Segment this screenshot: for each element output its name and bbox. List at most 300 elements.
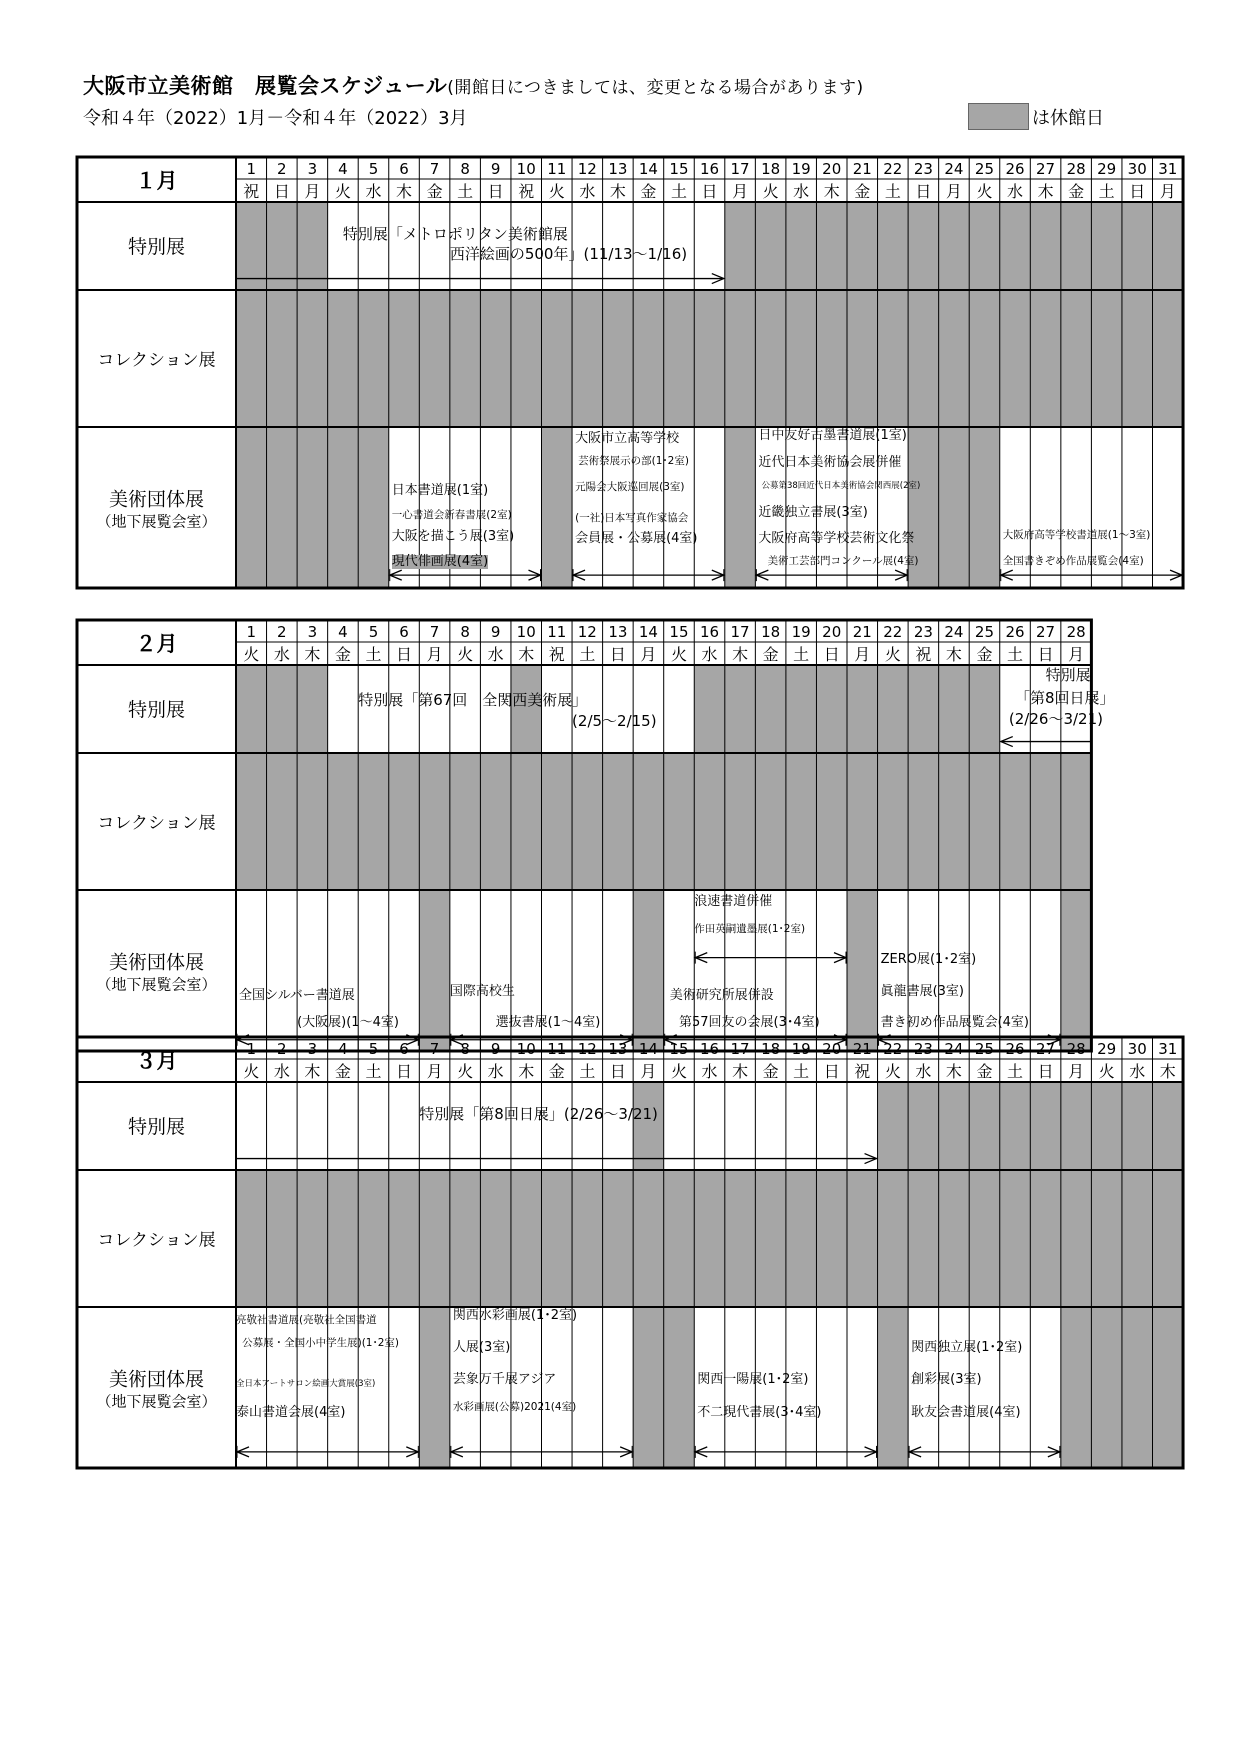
day-number: 2 bbox=[277, 623, 287, 641]
month-label: １月 bbox=[135, 169, 178, 193]
weekday-label: 木 bbox=[396, 182, 413, 201]
day-number: 5 bbox=[368, 160, 379, 178]
closed-cell bbox=[389, 1170, 420, 1307]
day-number: 6 bbox=[399, 1040, 409, 1058]
weekday-label: 水 bbox=[1007, 182, 1024, 201]
exhibition-label: 国際高校生 bbox=[449, 984, 515, 1000]
closed-cell bbox=[939, 1082, 970, 1170]
weekday-label: 月 bbox=[426, 1062, 443, 1081]
day-number: 22 bbox=[883, 160, 903, 178]
closed-cell bbox=[633, 1082, 664, 1170]
weekday-label: 火 bbox=[243, 645, 260, 664]
weekday-label: 土 bbox=[365, 645, 382, 664]
weekday-label: 月 bbox=[1068, 1062, 1085, 1081]
exhibition-label: 選抜書展(1～4室) bbox=[495, 1014, 601, 1030]
day-number: 21 bbox=[852, 160, 872, 178]
weekday-label: 月 bbox=[304, 182, 321, 201]
weekday-label: 土 bbox=[884, 182, 901, 201]
weekday-label: 日 bbox=[915, 182, 932, 201]
day-number: 30 bbox=[1127, 1040, 1147, 1058]
weekday-label: 水 bbox=[701, 1062, 718, 1081]
closed-cell bbox=[878, 1170, 909, 1307]
day-number: 13 bbox=[608, 1040, 628, 1058]
weekday-label: 金 bbox=[548, 1062, 565, 1081]
closed-cell bbox=[1153, 1170, 1184, 1307]
day-number: 10 bbox=[516, 623, 536, 641]
exhibition-label: 関西一陽展(1･2室) bbox=[697, 1372, 809, 1388]
day-number: 11 bbox=[547, 1040, 567, 1058]
closed-cell bbox=[633, 1307, 664, 1468]
day-number: 14 bbox=[638, 160, 658, 178]
weekday-label: 月 bbox=[732, 182, 749, 201]
day-number: 28 bbox=[1066, 623, 1086, 641]
day-number: 15 bbox=[669, 1040, 689, 1058]
closed-cell bbox=[1061, 1082, 1092, 1170]
exhibition-label: 会員展・公募展(4室) bbox=[575, 531, 698, 547]
page-subtitle: 令和４年（2022）1月－令和４年（2022）3月 bbox=[83, 108, 468, 129]
day-number: 23 bbox=[913, 1040, 933, 1058]
closed-cell bbox=[969, 1170, 1000, 1307]
day-number: 20 bbox=[822, 1040, 842, 1058]
title-note: (開館日につきましては、変更となる場合があります) bbox=[447, 78, 864, 98]
weekday-label: 水 bbox=[273, 645, 290, 664]
day-number: 12 bbox=[577, 1040, 597, 1058]
day-number: 21 bbox=[852, 1040, 872, 1058]
day-number: 16 bbox=[699, 623, 720, 641]
exhibition-label: 美術研究所展併設 bbox=[669, 987, 774, 1003]
closed-cell bbox=[1122, 1170, 1153, 1307]
weekday-label: 木 bbox=[518, 1062, 535, 1081]
weekday-label: 木 bbox=[1159, 1062, 1176, 1081]
day-number: 18 bbox=[761, 160, 781, 178]
weekday-label: 金 bbox=[1068, 182, 1085, 201]
weekday-label: 火 bbox=[243, 1062, 260, 1081]
closed-cell bbox=[878, 1082, 909, 1170]
exhibition-label: 特別展 bbox=[1045, 666, 1091, 684]
closed-cell bbox=[725, 1170, 756, 1307]
day-number: 26 bbox=[1005, 623, 1025, 641]
closed-cell bbox=[358, 1170, 389, 1307]
day-number: 2 bbox=[277, 160, 287, 178]
closed-cell bbox=[694, 1170, 725, 1307]
exhibition-label: 日本書道展(1室) bbox=[391, 482, 489, 498]
weekday-label: 水 bbox=[273, 1062, 290, 1081]
exhibition-label: 全国シルバー書道展 bbox=[239, 987, 355, 1003]
closed-cell bbox=[908, 1082, 939, 1170]
day-number: 19 bbox=[791, 623, 811, 641]
day-number: 27 bbox=[1036, 160, 1056, 178]
weekday-label: 土 bbox=[579, 1062, 596, 1081]
exhibition-label: 公募第38回近代日本美術協会関西展(2室) bbox=[761, 481, 921, 492]
weekday-label: 土 bbox=[1007, 645, 1024, 664]
period-arrow bbox=[237, 1154, 877, 1164]
period-arrow bbox=[909, 1446, 1060, 1458]
weekday-label: 火 bbox=[457, 1062, 474, 1081]
day-number: 15 bbox=[669, 160, 689, 178]
exhibition-label: 一心書道会新春書展(2室) bbox=[391, 508, 512, 521]
exhibition-label: 大阪市立高等学校 bbox=[575, 431, 680, 447]
exhibition-label: 全国書きぞめ作品展覧会(4室) bbox=[1002, 555, 1144, 568]
day-number: 12 bbox=[577, 160, 597, 178]
closed-cell bbox=[419, 1170, 450, 1307]
closed-cell bbox=[450, 1170, 481, 1307]
day-number: 24 bbox=[944, 160, 964, 178]
exhibition-label: (2/26～3/21) bbox=[1008, 710, 1103, 728]
day-number: 17 bbox=[730, 623, 750, 641]
weekday-label: 祝 bbox=[854, 1062, 871, 1081]
weekday-label: 土 bbox=[1098, 182, 1115, 201]
exhibition-label: 芸象万千展アジア bbox=[452, 1372, 557, 1388]
day-number: 6 bbox=[399, 623, 409, 641]
day-number: 19 bbox=[791, 160, 811, 178]
day-number: 18 bbox=[761, 1040, 781, 1058]
weekday-label: 木 bbox=[732, 1062, 749, 1081]
weekday-label: 月 bbox=[1159, 182, 1176, 201]
weekday-label: 金 bbox=[762, 645, 779, 664]
weekday-label: 火 bbox=[457, 645, 474, 664]
closed-cell bbox=[1122, 1307, 1153, 1468]
exhibition-label: (一社)日本写真作家協会 bbox=[575, 511, 689, 524]
weekday-label: 火 bbox=[670, 645, 687, 664]
weekday-label: 水 bbox=[487, 645, 504, 664]
day-number: 8 bbox=[460, 160, 470, 178]
day-number: 25 bbox=[974, 1040, 995, 1058]
day-number: 22 bbox=[883, 623, 903, 641]
exhibition-label: 作田英嗣遺墨展(1･2室) bbox=[694, 923, 806, 936]
day-number: 8 bbox=[460, 623, 470, 641]
day-number: 27 bbox=[1036, 623, 1056, 641]
closed-cell bbox=[908, 1170, 939, 1307]
weekday-label: 日 bbox=[609, 645, 626, 664]
day-number: 16 bbox=[699, 1040, 720, 1058]
day-number: 14 bbox=[638, 623, 658, 641]
weekday-label: 金 bbox=[854, 182, 871, 201]
day-number: 13 bbox=[608, 623, 628, 641]
day-number: 5 bbox=[368, 623, 379, 641]
closed-cell bbox=[1030, 1170, 1061, 1307]
closed-cell bbox=[969, 1082, 1000, 1170]
weekday-label: 木 bbox=[304, 1062, 321, 1081]
day-number: 10 bbox=[516, 1040, 536, 1058]
closed-cell bbox=[939, 1170, 970, 1307]
weekday-label: 金 bbox=[426, 182, 443, 201]
weekday-label: 日 bbox=[823, 1062, 840, 1081]
weekday-label: 水 bbox=[915, 1062, 932, 1081]
day-number: 5 bbox=[368, 1040, 379, 1058]
day-number: 17 bbox=[730, 1040, 750, 1058]
exhibition-label: 「第8回日展」 bbox=[1015, 688, 1115, 707]
closed-cell bbox=[786, 1170, 817, 1307]
closed-cell bbox=[542, 1170, 573, 1307]
weekday-label: 火 bbox=[762, 182, 779, 201]
row-label-group: 美術団体展 bbox=[108, 1368, 205, 1391]
day-number: 19 bbox=[791, 1040, 811, 1058]
exhibition-label: 耿友会書道展(4室) bbox=[911, 1404, 1021, 1420]
exhibition-label: (2/5～2/15) bbox=[572, 711, 657, 730]
weekday-label: 日 bbox=[396, 1062, 413, 1081]
closed-cell bbox=[1030, 1082, 1061, 1170]
closed-cell bbox=[1091, 1082, 1122, 1170]
day-number: 26 bbox=[1005, 160, 1025, 178]
weekday-label: 土 bbox=[365, 1062, 382, 1081]
day-number: 2 bbox=[277, 1040, 287, 1058]
day-number: 11 bbox=[547, 623, 567, 641]
weekday-label: 日 bbox=[823, 645, 840, 664]
weekday-label: 日 bbox=[1129, 182, 1146, 201]
closed-cell bbox=[480, 1170, 511, 1307]
day-number: 25 bbox=[974, 623, 995, 641]
closed-cell bbox=[1061, 1307, 1092, 1468]
day-number: 29 bbox=[1097, 1040, 1117, 1058]
weekday-label: 火 bbox=[884, 1062, 901, 1081]
exhibition-label: 美術工芸部門コンクール展(4室) bbox=[767, 555, 919, 568]
weekday-label: 日 bbox=[1037, 645, 1054, 664]
month-label: ３月 bbox=[135, 1049, 178, 1073]
exhibition-label: 特別展「メトロポリタン美術館展 bbox=[342, 225, 568, 243]
weekday-label: 火 bbox=[670, 1062, 687, 1081]
day-number: 27 bbox=[1036, 1040, 1056, 1058]
day-number: 23 bbox=[913, 623, 933, 641]
month-label: ２月 bbox=[135, 632, 178, 656]
weekday-label: 水 bbox=[701, 645, 718, 664]
weekday-label: 月 bbox=[854, 645, 871, 664]
day-number: 1 bbox=[246, 160, 257, 178]
exhibition-label: 現代俳画展(4室) bbox=[391, 553, 489, 569]
weekday-label: 水 bbox=[1129, 1062, 1146, 1081]
day-number: 31 bbox=[1158, 1040, 1178, 1058]
day-number: 24 bbox=[944, 623, 964, 641]
exhibition-label: 関西独立展(1･2室) bbox=[911, 1340, 1023, 1356]
exhibition-label: 公募展・全国小中学生展)(1･2室) bbox=[242, 1336, 400, 1349]
exhibition-label: 特別展「第8回日展」(2/26～3/21) bbox=[419, 1105, 658, 1123]
exhibition-label: 大阪を描こう展(3室) bbox=[391, 529, 515, 545]
weekday-label: 火 bbox=[548, 182, 565, 201]
closed-cell bbox=[1153, 1307, 1184, 1468]
weekday-label: 火 bbox=[1098, 1062, 1115, 1081]
closed-cell bbox=[878, 1307, 909, 1468]
day-number: 18 bbox=[761, 623, 781, 641]
closed-cell bbox=[755, 1170, 786, 1307]
day-number: 15 bbox=[669, 623, 689, 641]
closed-cell bbox=[267, 1170, 298, 1307]
closed-cell bbox=[328, 1170, 359, 1307]
weekday-label: 日 bbox=[396, 645, 413, 664]
weekday-label: 土 bbox=[457, 182, 474, 201]
day-number: 10 bbox=[516, 160, 536, 178]
weekday-label: 祝 bbox=[548, 645, 565, 664]
weekday-label: 木 bbox=[1037, 182, 1054, 201]
weekday-label: 金 bbox=[640, 182, 657, 201]
weekday-label: 水 bbox=[793, 182, 810, 201]
exhibition-label: 眞龍書展(3室) bbox=[880, 984, 965, 1000]
day-number: 3 bbox=[307, 623, 318, 641]
day-number: 3 bbox=[307, 1040, 318, 1058]
weekday-label: 祝 bbox=[915, 645, 932, 664]
exhibition-label: 特別展「第67回 全関西美術展」 bbox=[358, 690, 588, 709]
row-label-collection: コレクション展 bbox=[97, 1230, 216, 1251]
exhibition-label: 関西水彩画展(1･2室) bbox=[452, 1308, 578, 1323]
day-number: 13 bbox=[608, 160, 628, 178]
weekday-label: 金 bbox=[976, 1062, 993, 1081]
row-label-special: 特別展 bbox=[127, 236, 186, 258]
exhibition-label: 大阪府高等学校書道展(1～3室) bbox=[1002, 529, 1151, 542]
day-number: 28 bbox=[1066, 1040, 1086, 1058]
weekday-label: 水 bbox=[579, 182, 596, 201]
weekday-label: 日 bbox=[1037, 1062, 1054, 1081]
closed-cell bbox=[664, 1307, 695, 1468]
weekday-label: 日 bbox=[487, 182, 504, 201]
exhibition-label: 大阪府高等学校芸術文化祭 bbox=[758, 531, 915, 547]
row-label-special: 特別展 bbox=[127, 699, 186, 721]
exhibition-label: (大阪展)(1～4室) bbox=[297, 1014, 399, 1030]
exhibition-label: 浪速書道併催 bbox=[694, 894, 773, 910]
day-number: 22 bbox=[883, 1040, 903, 1058]
closed-cell bbox=[1122, 1082, 1153, 1170]
day-number: 21 bbox=[852, 623, 872, 641]
day-number: 4 bbox=[338, 160, 348, 178]
exhibition-label: 第57回友の会展(3･4室) bbox=[678, 1014, 820, 1030]
weekday-label: 日 bbox=[609, 1062, 626, 1081]
day-number: 9 bbox=[490, 623, 501, 641]
closed-cell bbox=[603, 1170, 634, 1307]
closed-cell bbox=[664, 1170, 695, 1307]
exhibition-label: 人展(3室) bbox=[452, 1340, 511, 1356]
day-number: 24 bbox=[944, 1040, 964, 1058]
row-label-group-sub: （地下展覧会室） bbox=[96, 975, 217, 994]
weekday-label: 月 bbox=[426, 645, 443, 664]
day-number: 6 bbox=[399, 160, 409, 178]
exhibition-label: 創彩展(3室) bbox=[911, 1372, 982, 1388]
day-number: 29 bbox=[1097, 160, 1117, 178]
day-number: 7 bbox=[429, 160, 440, 178]
row-label-special: 特別展 bbox=[127, 1116, 186, 1138]
closed-cell bbox=[1091, 1170, 1122, 1307]
weekday-label: 水 bbox=[365, 182, 382, 201]
weekday-label: 金 bbox=[334, 1062, 351, 1081]
day-number: 1 bbox=[246, 623, 257, 641]
day-number: 7 bbox=[429, 1040, 440, 1058]
weekday-label: 金 bbox=[976, 645, 993, 664]
weekday-label: 日 bbox=[701, 182, 718, 201]
weekday-label: 木 bbox=[732, 645, 749, 664]
day-number: 30 bbox=[1127, 160, 1147, 178]
closed-cell bbox=[236, 1170, 267, 1307]
closed-cell bbox=[419, 1307, 450, 1468]
day-number: 8 bbox=[460, 1040, 470, 1058]
weekday-label: 土 bbox=[579, 645, 596, 664]
weekday-label: 月 bbox=[945, 182, 962, 201]
closed-cell bbox=[816, 1170, 847, 1307]
legend-label: は休館日 bbox=[1032, 108, 1104, 129]
weekday-label: 木 bbox=[945, 645, 962, 664]
title-main: 大阪市立美術館 展覧会スケジュール bbox=[83, 74, 448, 98]
closed-cell bbox=[297, 1170, 328, 1307]
weekday-label: 火 bbox=[884, 645, 901, 664]
closed-cell bbox=[1000, 1170, 1031, 1307]
exhibition-label: 近畿独立書展(3室) bbox=[758, 505, 868, 521]
day-number: 12 bbox=[577, 623, 597, 641]
closed-cell bbox=[1061, 1170, 1092, 1307]
exhibition-label: 泰山書道会展(4室) bbox=[236, 1404, 346, 1420]
exhibition-label: 全日本アートサロン絵画大賞展(3室) bbox=[236, 1378, 376, 1389]
day-number: 16 bbox=[699, 160, 720, 178]
day-number: 20 bbox=[822, 623, 842, 641]
weekday-label: 木 bbox=[518, 645, 535, 664]
day-number: 9 bbox=[490, 1040, 501, 1058]
day-number: 17 bbox=[730, 160, 750, 178]
row-label-group: 美術団体展 bbox=[108, 951, 205, 974]
day-number: 31 bbox=[1158, 160, 1178, 178]
closed-cell bbox=[1153, 1082, 1184, 1170]
weekday-label: 月 bbox=[1068, 645, 1085, 664]
weekday-label: 木 bbox=[304, 645, 321, 664]
row-label-group-sub: （地下展覧会室） bbox=[96, 512, 217, 531]
weekday-label: 日 bbox=[273, 182, 290, 201]
weekday-label: 土 bbox=[793, 1062, 810, 1081]
weekday-label: 木 bbox=[609, 182, 626, 201]
weekday-label: 木 bbox=[945, 1062, 962, 1081]
exhibition-label: 亮敬社書道展(亮敬社全国書道 bbox=[236, 1314, 377, 1327]
weekday-label: 土 bbox=[670, 182, 687, 201]
row-label-collection: コレクション展 bbox=[97, 350, 216, 371]
row-label-group: 美術団体展 bbox=[108, 488, 205, 511]
weekday-label: 木 bbox=[823, 182, 840, 201]
closed-cell bbox=[633, 1170, 664, 1307]
day-number: 9 bbox=[490, 160, 501, 178]
day-number: 11 bbox=[547, 160, 567, 178]
weekday-label: 土 bbox=[793, 645, 810, 664]
weekday-label: 祝 bbox=[518, 182, 535, 201]
exhibition-label: 水彩画展(公募)2021(4室) bbox=[452, 1401, 577, 1414]
weekday-label: 月 bbox=[640, 1062, 657, 1081]
day-number: 14 bbox=[638, 1040, 658, 1058]
day-number: 4 bbox=[338, 1040, 348, 1058]
day-number: 28 bbox=[1066, 160, 1086, 178]
day-number: 25 bbox=[974, 160, 995, 178]
day-number: 1 bbox=[246, 1040, 257, 1058]
weekday-label: 月 bbox=[640, 645, 657, 664]
closed-cell bbox=[511, 1170, 542, 1307]
day-number: 4 bbox=[338, 623, 348, 641]
weekday-label: 水 bbox=[487, 1062, 504, 1081]
closed-cell bbox=[1000, 1082, 1031, 1170]
exhibition-label: 芸術祭展示の部(1･2室) bbox=[578, 455, 689, 468]
exhibition-label: 西洋絵画の500年」(11/13～1/16) bbox=[449, 245, 688, 264]
day-number: 7 bbox=[429, 623, 440, 641]
exhibition-label: 日中友好古墨書道展(1室) bbox=[758, 428, 907, 443]
day-number: 20 bbox=[822, 160, 842, 178]
day-number: 23 bbox=[913, 160, 933, 178]
closed-cell bbox=[572, 1170, 603, 1307]
exhibition-label: ZERO展(1･2室) bbox=[880, 952, 977, 968]
row-label-group-sub: （地下展覧会室） bbox=[96, 1392, 217, 1411]
closed-cell bbox=[847, 1170, 878, 1307]
weekday-label: 火 bbox=[976, 182, 993, 201]
exhibition-label: 書き初め作品展覧会(4室) bbox=[880, 1014, 1030, 1030]
weekday-label: 火 bbox=[334, 182, 351, 201]
exhibition-label: 不二現代書展(3･4室) bbox=[697, 1404, 822, 1420]
weekday-label: 金 bbox=[762, 1062, 779, 1081]
exhibition-label: 元陽会大阪巡回展(3室) bbox=[575, 481, 685, 494]
row-label-collection: コレクション展 bbox=[97, 813, 216, 834]
weekday-label: 金 bbox=[334, 645, 351, 664]
day-number: 26 bbox=[1005, 1040, 1025, 1058]
exhibition-label: 近代日本美術協会展併催 bbox=[758, 455, 902, 471]
closed-cell bbox=[1091, 1307, 1122, 1468]
weekday-label: 土 bbox=[1007, 1062, 1024, 1081]
weekday-label: 祝 bbox=[243, 182, 260, 201]
day-number: 3 bbox=[307, 160, 318, 178]
